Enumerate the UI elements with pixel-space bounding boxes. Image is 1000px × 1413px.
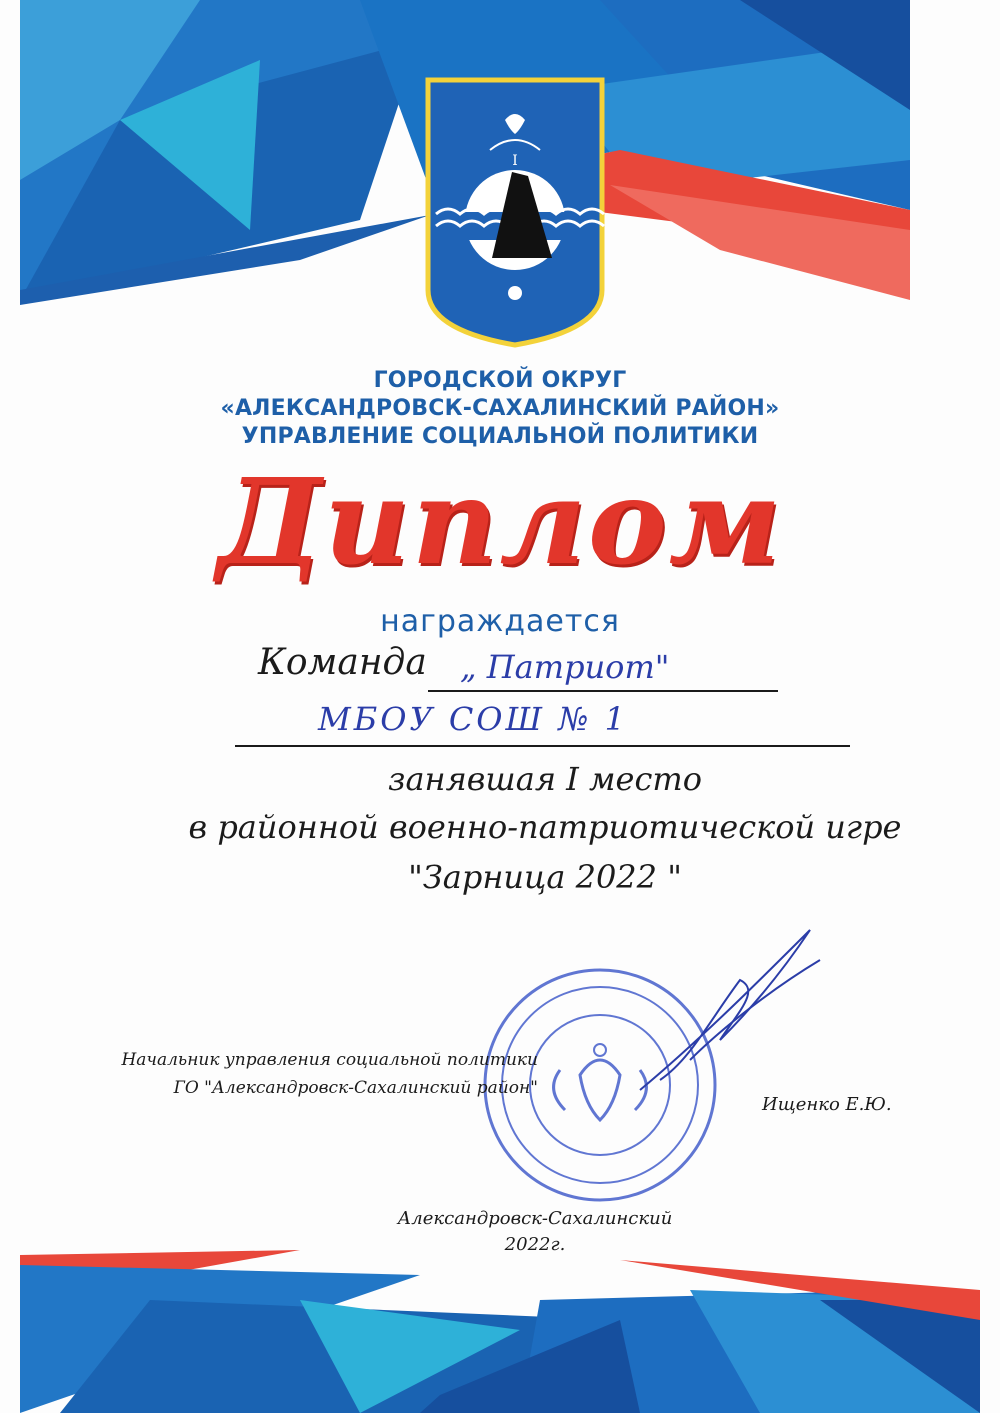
diploma-title: Диплом xyxy=(217,452,783,591)
year: 2022г. xyxy=(504,1234,566,1255)
awarded-label: награждается xyxy=(380,604,620,639)
city: Александровск-Сахалинский xyxy=(397,1208,673,1229)
team-label: Команда xyxy=(258,642,427,683)
header-line-2: «АЛЕКСАНДРОВСК-САХАЛИНСКИЙ РАЙОН» xyxy=(220,396,780,421)
team-name-handwritten: „ Патриот" xyxy=(460,648,670,686)
school-handwritten: МБОУ СОШ № 1 xyxy=(318,700,629,738)
signer-name: Ищенко Е.Ю. xyxy=(762,1094,892,1115)
signer-position-line-1: Начальник управления социальной политики xyxy=(121,1050,538,1070)
body-line-3: "Зарница 2022 " xyxy=(408,858,682,896)
signer-position-line-2: ГО "Александровск-Сахалинский район" xyxy=(173,1078,538,1098)
body-line-2: в районной военно-патриотической игре xyxy=(188,808,902,846)
svg-text:I: I xyxy=(512,153,518,169)
header-line-3: УПРАВЛЕНИЕ СОЦИАЛЬНОЙ ПОЛИТИКИ xyxy=(241,424,759,449)
body-line-1: занявшая I место xyxy=(388,760,702,798)
header-line-1: ГОРОДСКОЙ ОКРУГ xyxy=(373,368,627,393)
